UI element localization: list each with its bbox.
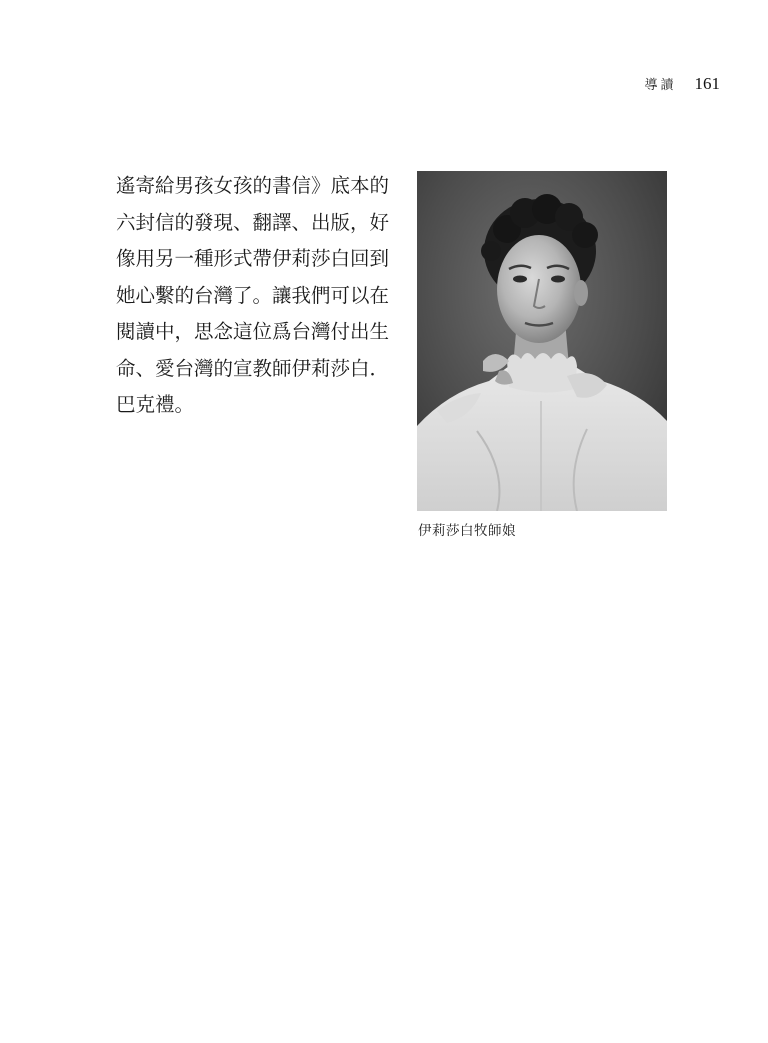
body-line: 像用另一種形式帶伊莉莎白回到 <box>116 247 390 270</box>
portrait-photo <box>417 171 667 511</box>
running-head-section: 導讀 <box>644 78 677 93</box>
page-number: 161 <box>694 74 720 93</box>
body-line: 閱讀中，思念這位爲台灣付出生 <box>116 320 390 343</box>
portrait-figure <box>417 171 667 511</box>
body-line: 遙寄給男孩女孩的書信》底本的 <box>116 174 390 197</box>
body-paragraph <box>116 168 402 424</box>
body-line: 巴克禮。 <box>116 393 195 416</box>
figure-caption: 伊莉莎白牧師娘 <box>418 523 516 539</box>
body-line: 六封信的發現、翻譯、出版，好 <box>116 210 390 234</box>
body-line: 她心繫的台灣了。讓我們可以在 <box>116 283 390 307</box>
body-line: 命、愛台灣的宣教師伊莉莎白． <box>116 356 390 380</box>
running-head <box>644 74 720 94</box>
